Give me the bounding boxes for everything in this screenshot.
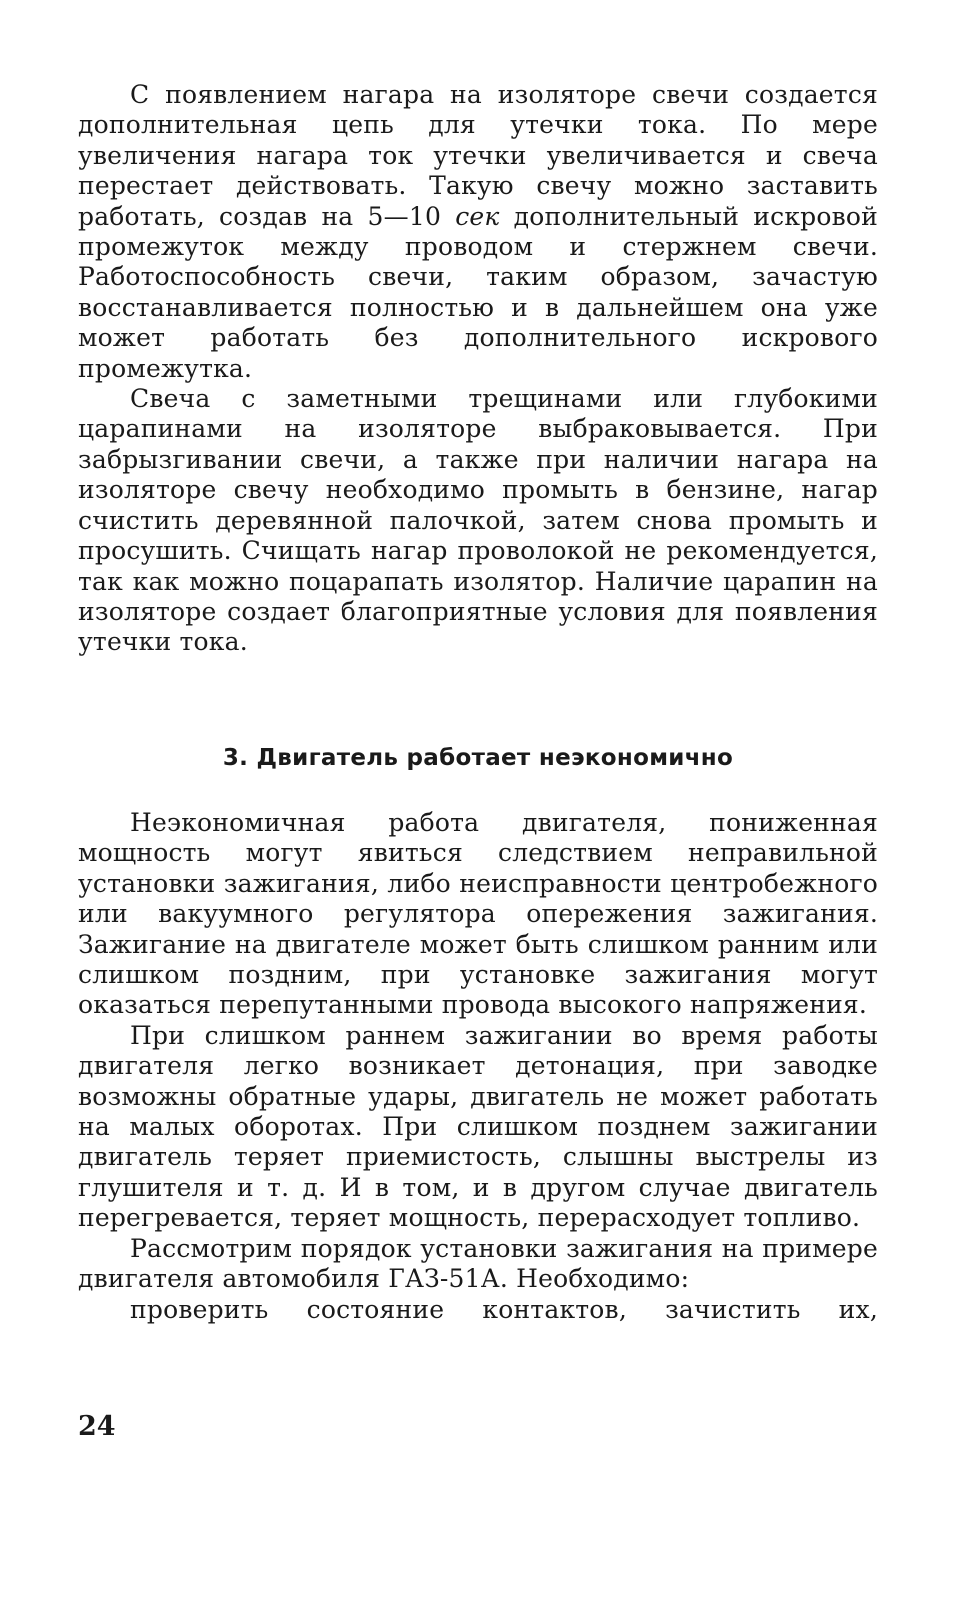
paragraph-procedure-intro: Рассмотрим порядок установки зажигания на примере двигателя автомобиля ГАЗ-51А. Необходимо: bbox=[78, 1233, 878, 1294]
paragraph-text-after: дополнительный искровой промежуток между проводом и стержнем свечи. Работоспособность свечи, таким образом, зачастую восстанавливается полностью и в дальнейшем она уже может работать без дополнительного искрового промежутка. bbox=[78, 201, 878, 383]
unit-seconds: сек bbox=[455, 201, 500, 231]
paragraph-early-late-ignition: При слишком раннем зажигании во время работы двигателя легко возникает детонация, при заводке возможны обратные удары, двигатель не может работать на малых оборотах. При слишком позднем зажигании двигатель теряет приемистость, слышны выстрелы из глушителя и т. д. И в том, и в другом случае двигатель перегревается, теряет мощность, перерасходует топливо. bbox=[78, 1020, 878, 1233]
paragraph-carbon-deposit bbox=[78, 80, 878, 384]
section-heading: 3. Двигатель работает неэкономично bbox=[222, 745, 734, 771]
page-number: 24 bbox=[78, 1411, 116, 1442]
paragraph-check-contacts: проверить состояние контактов, зачистить их, bbox=[130, 1294, 878, 1324]
section-spark-plug-text bbox=[78, 80, 878, 658]
section-uneconomical-engine-text bbox=[78, 808, 878, 1325]
paragraph-text-before: С появлением нагара на изоляторе свечи создается дополнительная цепь для утечки тока. По мере увеличения нагара ток утечки увеличивается и свеча перестает действовать. Такую свечу можно заставить работать, создав на 5—10 bbox=[78, 80, 878, 231]
paragraph-cracked-plug: Свеча с заметными трещинами или глубокими царапинами на изоляторе выбраковывается. При забрызгивании свечи, а также при наличии нагара на изоляторе свечу необходимо промыть в бензине, нагар счистить деревянной палочкой, затем снова промыть и просушить. Счищать нагар проволокой не рекомендуется, так как можно поцарапать изолятор. Наличие царапин на изоляторе создает благоприятные условия для появления утечки тока. bbox=[78, 384, 878, 657]
paragraph-causes: Неэкономичная работа двигателя, пониженная мощность могут явиться следствием неправильной установки зажигания, либо неисправности центробежного или вакуумного регулятора опережения зажигания. Зажигание на двигателе может быть слишком ранним или слишком поздним, при установке зажигания могут оказаться перепутанными провода высокого напряжения. bbox=[78, 808, 878, 1020]
